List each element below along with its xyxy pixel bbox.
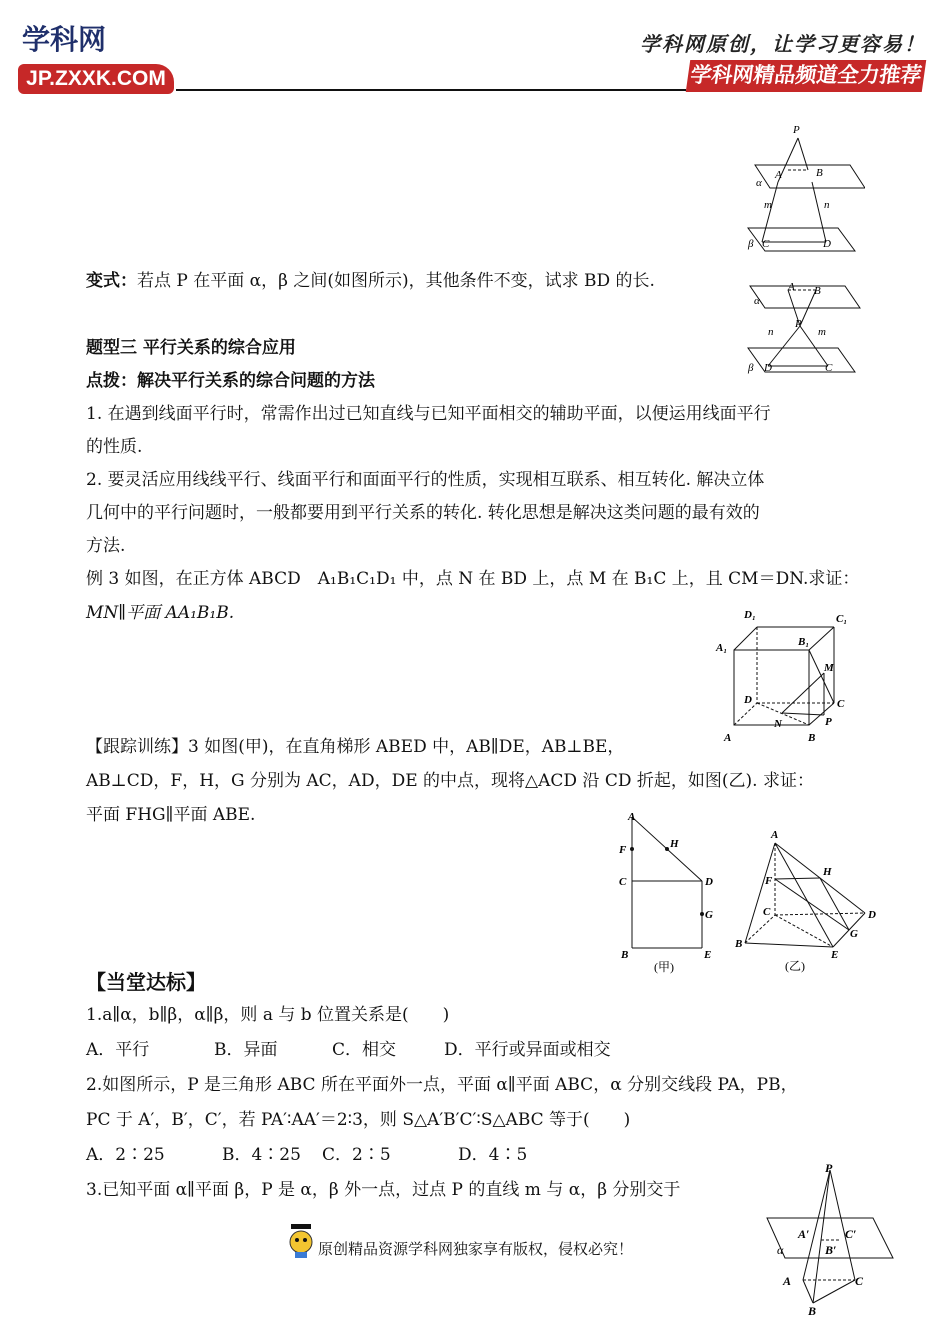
svg-text:A′: A′ xyxy=(798,1227,810,1241)
svg-text:D: D xyxy=(823,238,831,250)
svg-text:N: N xyxy=(774,718,782,730)
svg-text:C: C xyxy=(619,876,627,888)
figure-planes-p-between xyxy=(740,278,865,378)
section-title: 题型三 平行关系的综合应用 xyxy=(86,338,296,358)
svg-text:m: m xyxy=(818,326,826,338)
svg-text:(乙): (乙) xyxy=(785,959,805,973)
figure-pyramid xyxy=(765,1158,895,1318)
svg-text:A: A xyxy=(628,811,636,823)
svg-text:B: B xyxy=(808,1304,817,1318)
svg-text:B: B xyxy=(735,938,743,950)
svg-text:M: M xyxy=(824,662,834,674)
svg-text:A: A xyxy=(775,169,782,181)
svg-text:B: B xyxy=(816,167,823,179)
training-line: 平面 FHG∥平面 ABE. xyxy=(86,805,256,825)
svg-text:C: C xyxy=(762,238,770,250)
q2-option-d: D．4∶5 xyxy=(458,1145,528,1165)
q2-option-b: B．4∶25 xyxy=(222,1145,301,1165)
svg-text:C: C xyxy=(825,362,833,374)
paragraph-line: 的性质. xyxy=(86,437,143,457)
svg-text:D: D xyxy=(764,362,772,374)
practice-heading: 【当堂达标】 xyxy=(86,970,206,994)
mascot-icon xyxy=(286,1222,316,1260)
figure-cube xyxy=(712,605,862,750)
training-line: 【跟踪训练】3 如图(甲)，在直角梯形 ABED 中，AB∥DE，AB⊥BE， xyxy=(86,737,625,757)
svg-text:C: C xyxy=(855,1274,864,1288)
svg-text:E: E xyxy=(831,949,839,961)
q1-option-c: C．相交 xyxy=(332,1040,397,1060)
svg-text:(甲): (甲) xyxy=(654,960,674,974)
svg-text:B: B xyxy=(808,732,816,744)
svg-text:A: A xyxy=(724,732,732,744)
svg-text:α: α xyxy=(777,1243,784,1257)
training-line: AB⊥CD，F，H，G 分别为 AC，AD，DE 的中点，现将△ACD 沿 CD 折起，如图(乙). 求证： xyxy=(86,771,814,791)
question-2-line: 2.如图所示，P 是三角形 ABC 所在平面外一点，平面 α∥平面 ABC，α 分别交线段 PA，PB， xyxy=(86,1075,798,1095)
header-slogan: 学科网原创，让学习更容易！ xyxy=(640,32,926,56)
svg-text:C: C xyxy=(837,698,845,710)
svg-text:H: H xyxy=(823,866,832,878)
svg-text:D: D xyxy=(868,909,876,921)
q1-option-a: A．平行 xyxy=(86,1040,150,1060)
figure-jia xyxy=(612,805,722,977)
fig1-label: P xyxy=(793,124,800,136)
example-line: 例 3 如图，在正方体 ABCD A₁B₁C₁D₁ 中，点 N 在 BD 上，点 M 在 B₁C 上，且 CM＝DN.求证： xyxy=(86,569,860,589)
svg-text:α: α xyxy=(756,177,762,189)
q2-option-c: C．2∶5 xyxy=(322,1145,391,1165)
svg-text:H: H xyxy=(670,838,679,850)
svg-text:n: n xyxy=(768,326,774,338)
header-divider xyxy=(176,89,686,91)
svg-text:G: G xyxy=(850,928,858,940)
logo-text: 学科网 xyxy=(22,24,107,55)
logo-url-badge: JP.ZXXK.COM xyxy=(18,64,174,94)
svg-text:F: F xyxy=(619,844,627,856)
svg-text:C₁: C₁ xyxy=(836,613,848,625)
svg-text:A: A xyxy=(771,829,779,841)
svg-text:B₁: B₁ xyxy=(798,636,810,648)
svg-text:n: n xyxy=(824,199,830,211)
svg-text:G: G xyxy=(705,909,713,921)
question-3-line: 3.已知平面 α∥平面 β，P 是 α，β 外一点，过点 P 的直线 m 与 α，β 分别交于 xyxy=(86,1180,681,1200)
svg-text:B′: B′ xyxy=(825,1243,837,1257)
svg-text:P: P xyxy=(825,1161,833,1175)
question-2-line: PC 于 A′，B′，C′，若 PA′∶AA′＝2∶3，则 S△A′B′C′∶S△ABC 等于( ) xyxy=(86,1110,631,1130)
figure-yi xyxy=(735,825,885,975)
tip-title: 点拨：解决平行关系的综合问题的方法 xyxy=(86,371,375,391)
paragraph-line: 方法. xyxy=(86,536,126,556)
svg-text:C: C xyxy=(763,906,771,918)
paragraph-line: 1. 在遇到线面平行时，常需作出过已知直线与已知平面相交的辅助平面，以便运用线面平行 xyxy=(86,404,771,424)
q1-option-b: B．异面 xyxy=(214,1040,278,1060)
svg-text:A: A xyxy=(783,1274,792,1288)
question-1: 1.a∥α，b∥β，α∥β，则 a 与 b 位置关系是( ) xyxy=(86,1005,450,1025)
svg-text:P: P xyxy=(825,716,832,728)
footer-copyright: 原创精品资源学科网独家享有版权，侵权必究！ xyxy=(318,1240,634,1258)
svg-text:F: F xyxy=(765,875,773,887)
svg-text:P: P xyxy=(795,318,802,330)
paragraph-line: 2. 要灵活应用线线平行、线面平行和面面平行的性质，实现相互联系、相互转化. 解决立体 xyxy=(86,470,765,490)
svg-text:C′: C′ xyxy=(845,1227,857,1241)
svg-text:β: β xyxy=(748,238,754,250)
svg-text:D: D xyxy=(705,876,713,888)
svg-text:α: α xyxy=(754,295,760,307)
variant-line: 变式：若点 P 在平面 α，β 之间(如图所示)，其他条件不变，试求 BD 的长. xyxy=(86,271,655,291)
svg-text:E: E xyxy=(704,949,712,961)
q2-option-a: A．2∶25 xyxy=(86,1145,165,1165)
paragraph-line: 几何中的平行问题时，一般都要用到平行关系的转化. 转化思想是解决这类问题的最有效的 xyxy=(86,503,760,523)
svg-text:D: D xyxy=(744,694,752,706)
svg-text:B: B xyxy=(814,285,821,297)
svg-text:D₁: D₁ xyxy=(744,609,756,621)
svg-text:β: β xyxy=(748,362,754,374)
header-banner: 学科网精品频道全力推荐 xyxy=(686,60,926,92)
q1-option-d: D．平行或异面或相交 xyxy=(444,1040,611,1060)
figure-planes-p-outside xyxy=(740,120,865,255)
svg-text:m: m xyxy=(764,199,772,211)
svg-text:A: A xyxy=(788,281,795,293)
svg-text:A₁: A₁ xyxy=(716,642,728,654)
svg-text:B: B xyxy=(621,949,629,961)
example-line: MN∥平面 AA₁B₁B. xyxy=(86,603,235,623)
